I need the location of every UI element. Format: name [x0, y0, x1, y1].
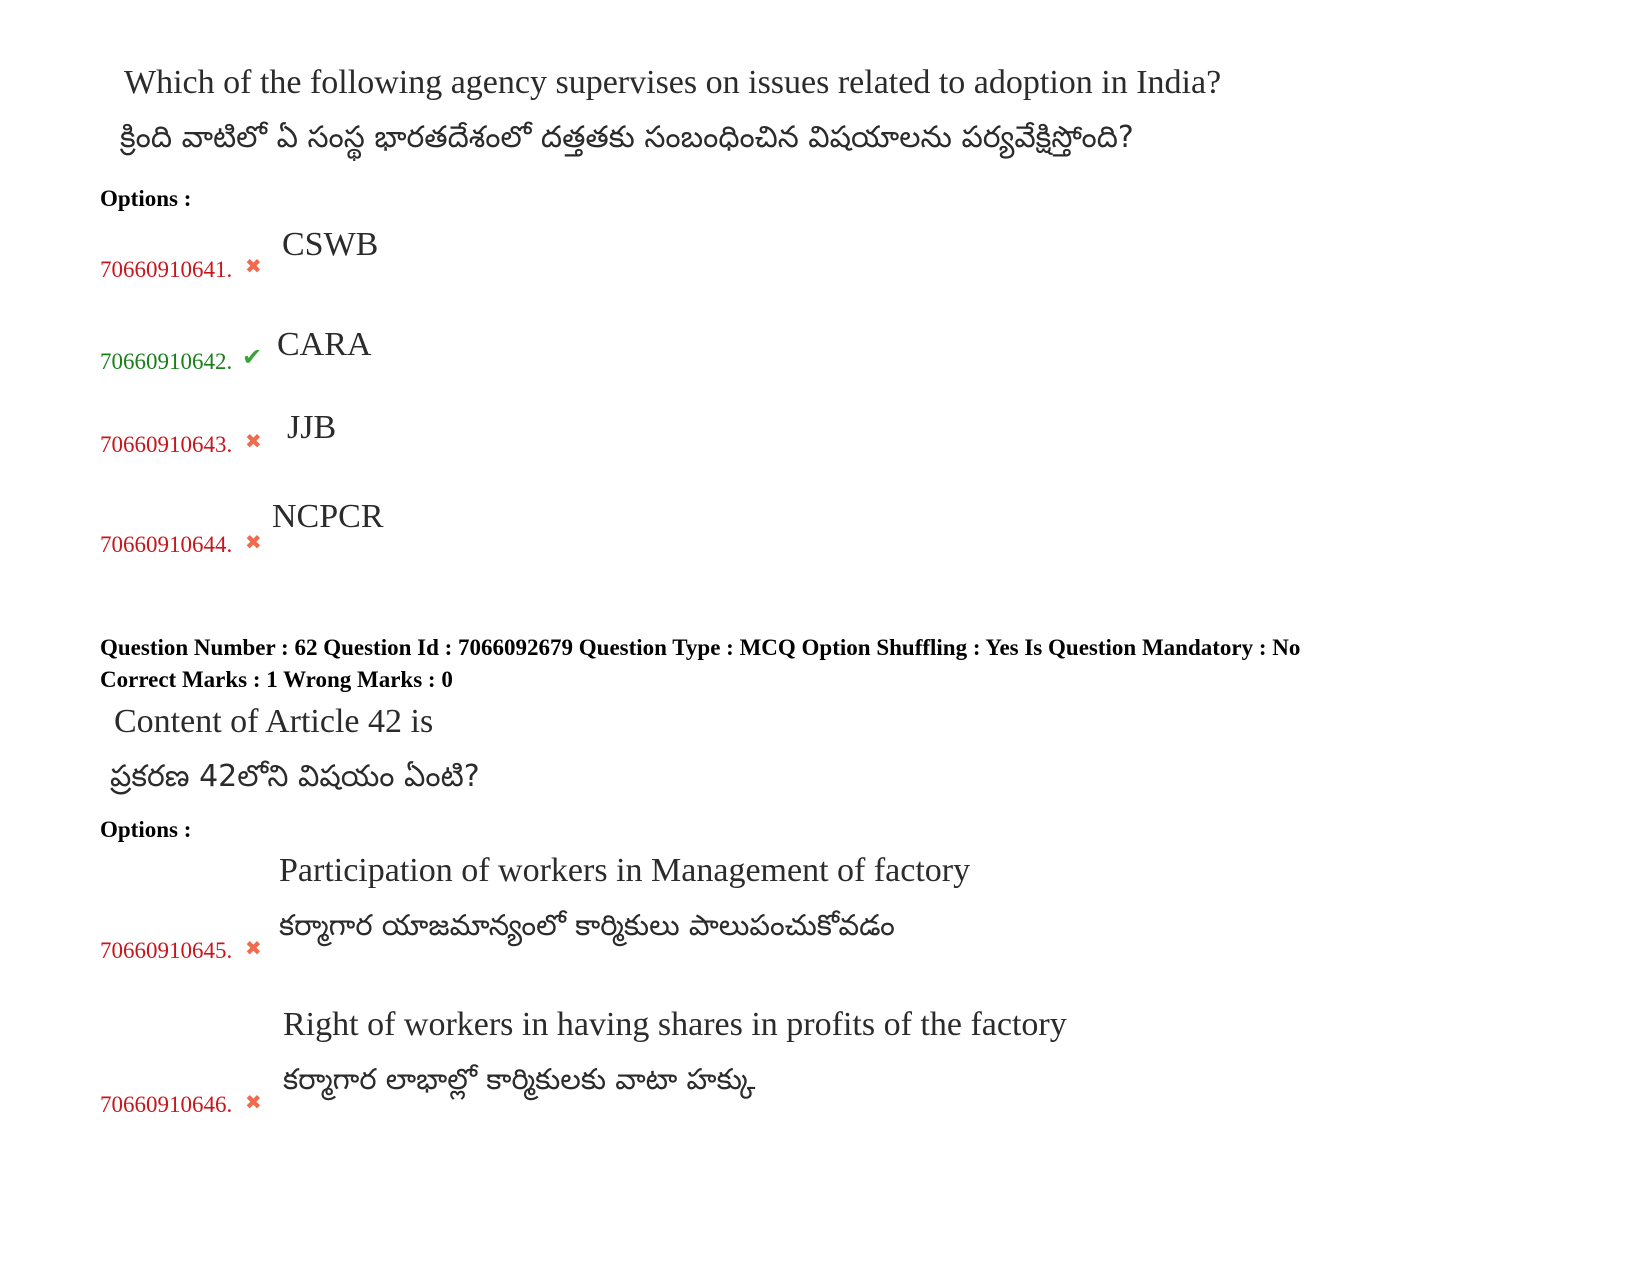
option-text-te: కర్మాగార యాజమాన్యంలో కార్మికులు పాలుపంచుకోవడం — [279, 908, 895, 942]
option-id: 70660910641. — [100, 257, 233, 282]
question-text-te: క్రింది వాటిలో ఏ సంస్థ భారతదేశంలో దత్తతకు సంబంధించిన విషయాలను పర్యవేక్షిస్తోంది? — [120, 120, 1134, 155]
option-id: 70660910646. — [100, 1092, 233, 1117]
option-text-en: Right of workers in having shares in profits of the factory — [283, 1006, 1067, 1043]
check-icon: ✔ — [242, 343, 263, 371]
question-text-en: Content of Article 42 is — [114, 703, 434, 740]
question-text-en: Which of the following agency supervises on issues related to adoption in India? — [124, 64, 1222, 101]
question-meta-line: Question Number : 62 Question Id : 7066092679 Question Type : MCQ Option Shuffling : Yes Is Question Mandatory : No — [100, 635, 1301, 660]
option-text-en: Participation of workers in Management of factory — [279, 852, 971, 889]
option-id: 70660910642. — [100, 349, 233, 374]
option-text-te: కర్మాగార లాభాల్లో కార్మికులకు వాటా హక్కు — [283, 1062, 756, 1096]
option-text: CARA — [277, 326, 372, 363]
marks-meta-line: Correct Marks : 1 Wrong Marks : 0 — [100, 667, 453, 692]
cross-icon: ✖ — [245, 1090, 262, 1114]
option-id: 70660910644. — [100, 532, 233, 557]
option-text: JJB — [287, 409, 337, 446]
question-text-te: ప్రకరణ 42లోని విషయం ఏంటి? — [110, 759, 480, 794]
option-id: 70660910645. — [100, 938, 233, 963]
option-text: NCPCR — [272, 498, 384, 535]
cross-icon: ✖ — [245, 530, 262, 554]
cross-icon: ✖ — [245, 429, 262, 453]
option-text: CSWB — [282, 226, 379, 263]
cross-icon: ✖ — [245, 254, 262, 278]
options-label: Options : — [100, 186, 192, 211]
options-label: Options : — [100, 817, 192, 842]
cross-icon: ✖ — [245, 936, 262, 960]
option-id: 70660910643. — [100, 432, 233, 457]
